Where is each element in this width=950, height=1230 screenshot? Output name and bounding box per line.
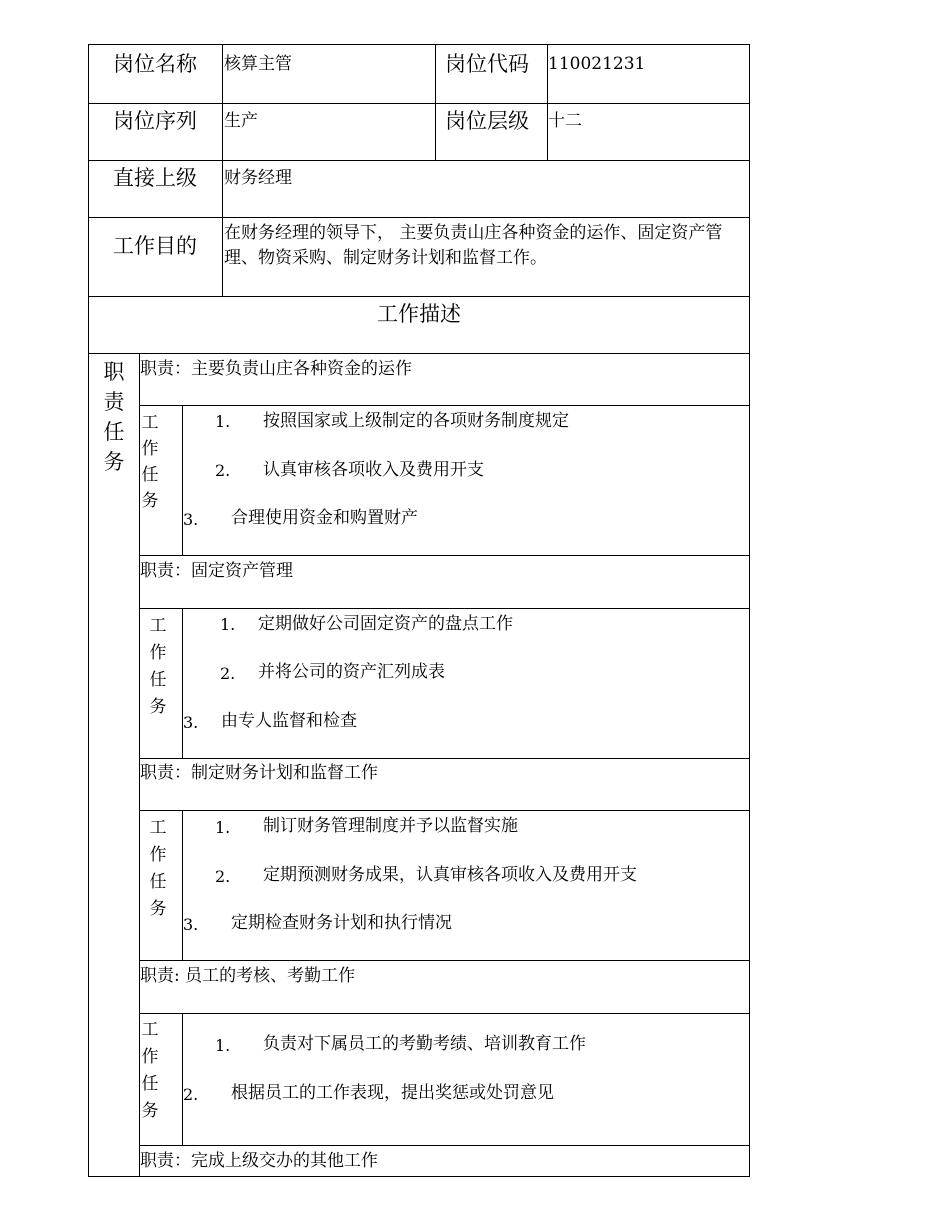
task-number: 3.: [183, 713, 199, 732]
superior-value: 财务经理: [224, 168, 292, 188]
position-code-value: 110021231: [548, 54, 646, 74]
border-left: [88, 44, 89, 1177]
border-right: [749, 44, 750, 1177]
border-top: [88, 44, 750, 45]
row-divider: [139, 555, 750, 556]
position-name-label: 岗位名称: [113, 52, 197, 76]
row-divider: [139, 810, 750, 811]
level-label: 岗位层级: [445, 109, 529, 133]
task-number: 2.: [215, 867, 231, 886]
task-number: 3.: [183, 915, 199, 934]
task-number: 1.: [220, 615, 236, 634]
position-code-label: 岗位代码: [445, 52, 529, 76]
col-divider: [182, 608, 183, 759]
row-divider: [88, 103, 750, 104]
task-number: 1.: [215, 818, 231, 837]
task-text: 由专人监督和检查: [221, 711, 357, 731]
purpose-label: 工作目的: [113, 234, 197, 258]
task-text: 根据员工的工作表现，提出奖惩或处罚意见: [231, 1083, 554, 1103]
duty-title: 职责：制定财务计划和监督工作: [140, 763, 378, 783]
task-label: 工作任务: [149, 818, 167, 919]
task-text: 定期做好公司固定资产的盘点工作: [258, 614, 513, 634]
task-number: 1.: [215, 412, 231, 431]
task-number: 2.: [215, 461, 231, 480]
task-text: 合理使用资金和购置财产: [231, 508, 418, 528]
border-bottom: [88, 1176, 750, 1177]
task-text: 按照国家或上级制定的各项财务制度规定: [263, 411, 569, 431]
row-divider: [139, 1145, 750, 1146]
purpose-value: 在财务经理的领导下， 主要负责山庄各种资金的运作、固定资产管理、物资采购、制定财务计划和监督工作。: [224, 223, 723, 268]
task-text: 制订财务管理制度并予以监督实施: [263, 816, 518, 836]
row-divider: [88, 160, 750, 161]
task-text: 并将公司的资产汇列成表: [258, 662, 445, 682]
sequence-label: 岗位序列: [113, 109, 197, 133]
section-title-text: 工作描述: [377, 302, 461, 326]
task-number: 2.: [220, 664, 236, 683]
duty-title: 职责: 员工的考核、考勤工作: [140, 966, 356, 986]
side-label: 职责任务: [103, 360, 125, 474]
col-divider: [435, 44, 436, 161]
task-label: 工作任务: [141, 413, 159, 511]
row-divider: [88, 296, 750, 297]
row-divider: [139, 1013, 750, 1014]
col-divider: [182, 1013, 183, 1146]
section-title: [0, 302, 838, 327]
task-label: 工作任务: [141, 1020, 159, 1121]
duty-title: 职责：固定资产管理: [140, 561, 293, 581]
task-text: 负责对下属员工的考勤考绩、培训教育工作: [263, 1034, 586, 1054]
row-divider: [139, 405, 750, 406]
task-text: 定期检查财务计划和执行情况: [231, 913, 452, 933]
row-divider: [88, 217, 750, 218]
sequence-value: 生产: [224, 111, 258, 131]
task-label: 工作任务: [149, 616, 167, 717]
task-number: 2.: [183, 1085, 199, 1104]
level-value: 十二: [548, 111, 582, 131]
row-divider: [139, 960, 750, 961]
col-divider: [182, 405, 183, 556]
task-number: 1.: [215, 1036, 231, 1055]
col-divider: [182, 810, 183, 961]
duty-title: 职责：主要负责山庄各种资金的运作: [140, 359, 412, 379]
position-name-value: 核算主管: [224, 54, 292, 74]
row-divider: [139, 758, 750, 759]
row-divider: [139, 608, 750, 609]
superior-label: 直接上级: [113, 166, 197, 190]
task-text: 认真审核各项收入及费用开支: [263, 460, 484, 480]
task-text: 定期预测财务成果，认真审核各项收入及费用开支: [263, 865, 637, 885]
row-divider: [88, 353, 750, 354]
duty-title: 职责：完成上级交办的其他工作: [140, 1151, 378, 1171]
col-divider: [222, 44, 223, 297]
task-number: 3.: [183, 510, 199, 529]
